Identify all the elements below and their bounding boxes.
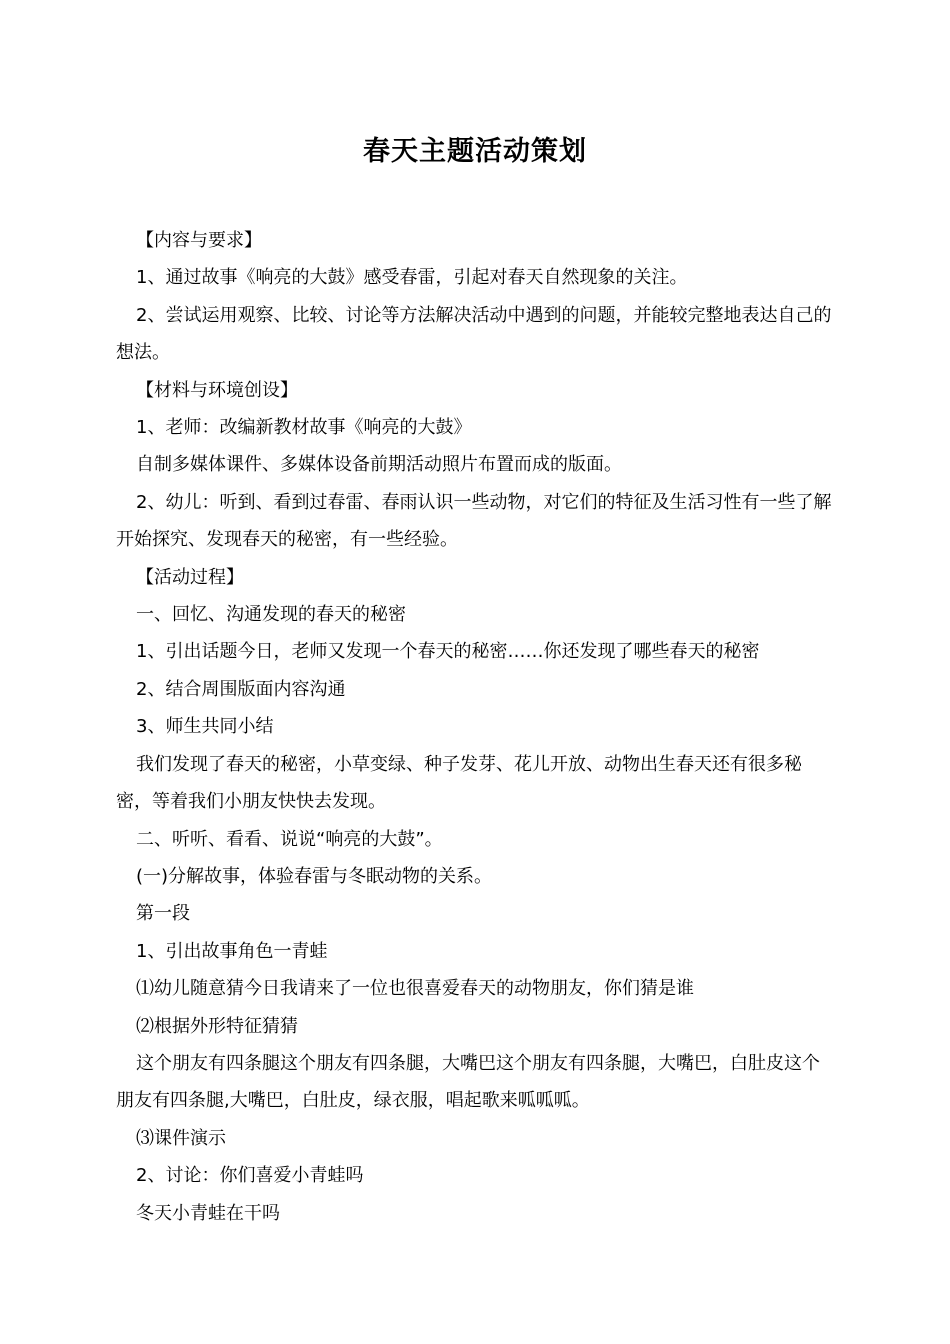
paragraph: 3、师生共同小结 [136,716,274,738]
paragraph: 一、回忆、沟通发现的春天的秘密 [136,604,406,626]
paragraph: 2、幼儿：听到、看到过春雷、春雨认识一些动物，对它们的特征及生活习性有一些了解开始探究、发现春天的秘密，有一些经验。 [116,491,832,551]
paragraph: 1、引出话题今日，老师又发现一个春天的秘密……你还发现了哪些春天的秘密 [136,641,760,663]
paragraph: 2、尝试运用观察、比较、讨论等方法解决活动中遇到的问题，并能较完整地表达自己的想法。 [116,304,832,364]
paragraph: ⑶课件演示 [136,1127,226,1149]
paragraph: 1、引出故事角色一青蛙 [136,940,328,962]
paragraph: 第一段 [136,903,190,925]
paragraph: (一)分解故事，体验春雷与冬眠动物的关系。 [136,865,493,887]
document-body [116,222,836,1232]
document-title: 春天主题活动策划 [363,136,587,167]
paragraph: ⑵根据外形特征猜猜 [136,1015,298,1037]
paragraph: 2、结合周围版面内容沟通 [136,678,346,700]
paragraph: 自制多媒体课件、多媒体设备前期活动照片布置而成的版面。 [136,454,622,476]
paragraph: 我们发现了春天的秘密，小草变绿、种子发芽、花儿开放、动物出生春天还有很多秘密，等着我们小朋友快快去发现。 [116,753,802,813]
paragraph: 二、听听、看看、说说“响亮的大鼓”。 [136,828,443,850]
paragraph: 冬天小青蛙在干吗 [136,1202,280,1224]
paragraph: 【活动过程】 [136,566,244,588]
paragraph: 1、通过故事《响亮的大鼓》感受春雷，引起对春天自然现象的关注。 [136,267,688,289]
paragraph: ⑴幼儿随意猜今日我请来了一位也很喜爱春天的动物朋友，你们猜是谁 [136,978,694,1000]
paragraph: 1、老师：改编新教材故事《响亮的大鼓》 [136,417,472,439]
paragraph: 【材料与环境创设】 [136,379,298,401]
paragraph: 这个朋友有四条腿这个朋友有四条腿，大嘴巴这个朋友有四条腿，大嘴巴，白肚皮这个朋友有四条腿,大嘴巴，白肚皮，绿衣服，唱起歌来呱呱呱。 [116,1052,820,1112]
paragraph: 【内容与要求】 [136,230,262,251]
paragraph: 2、讨论：你们喜爱小青蛙吗 [136,1165,364,1187]
